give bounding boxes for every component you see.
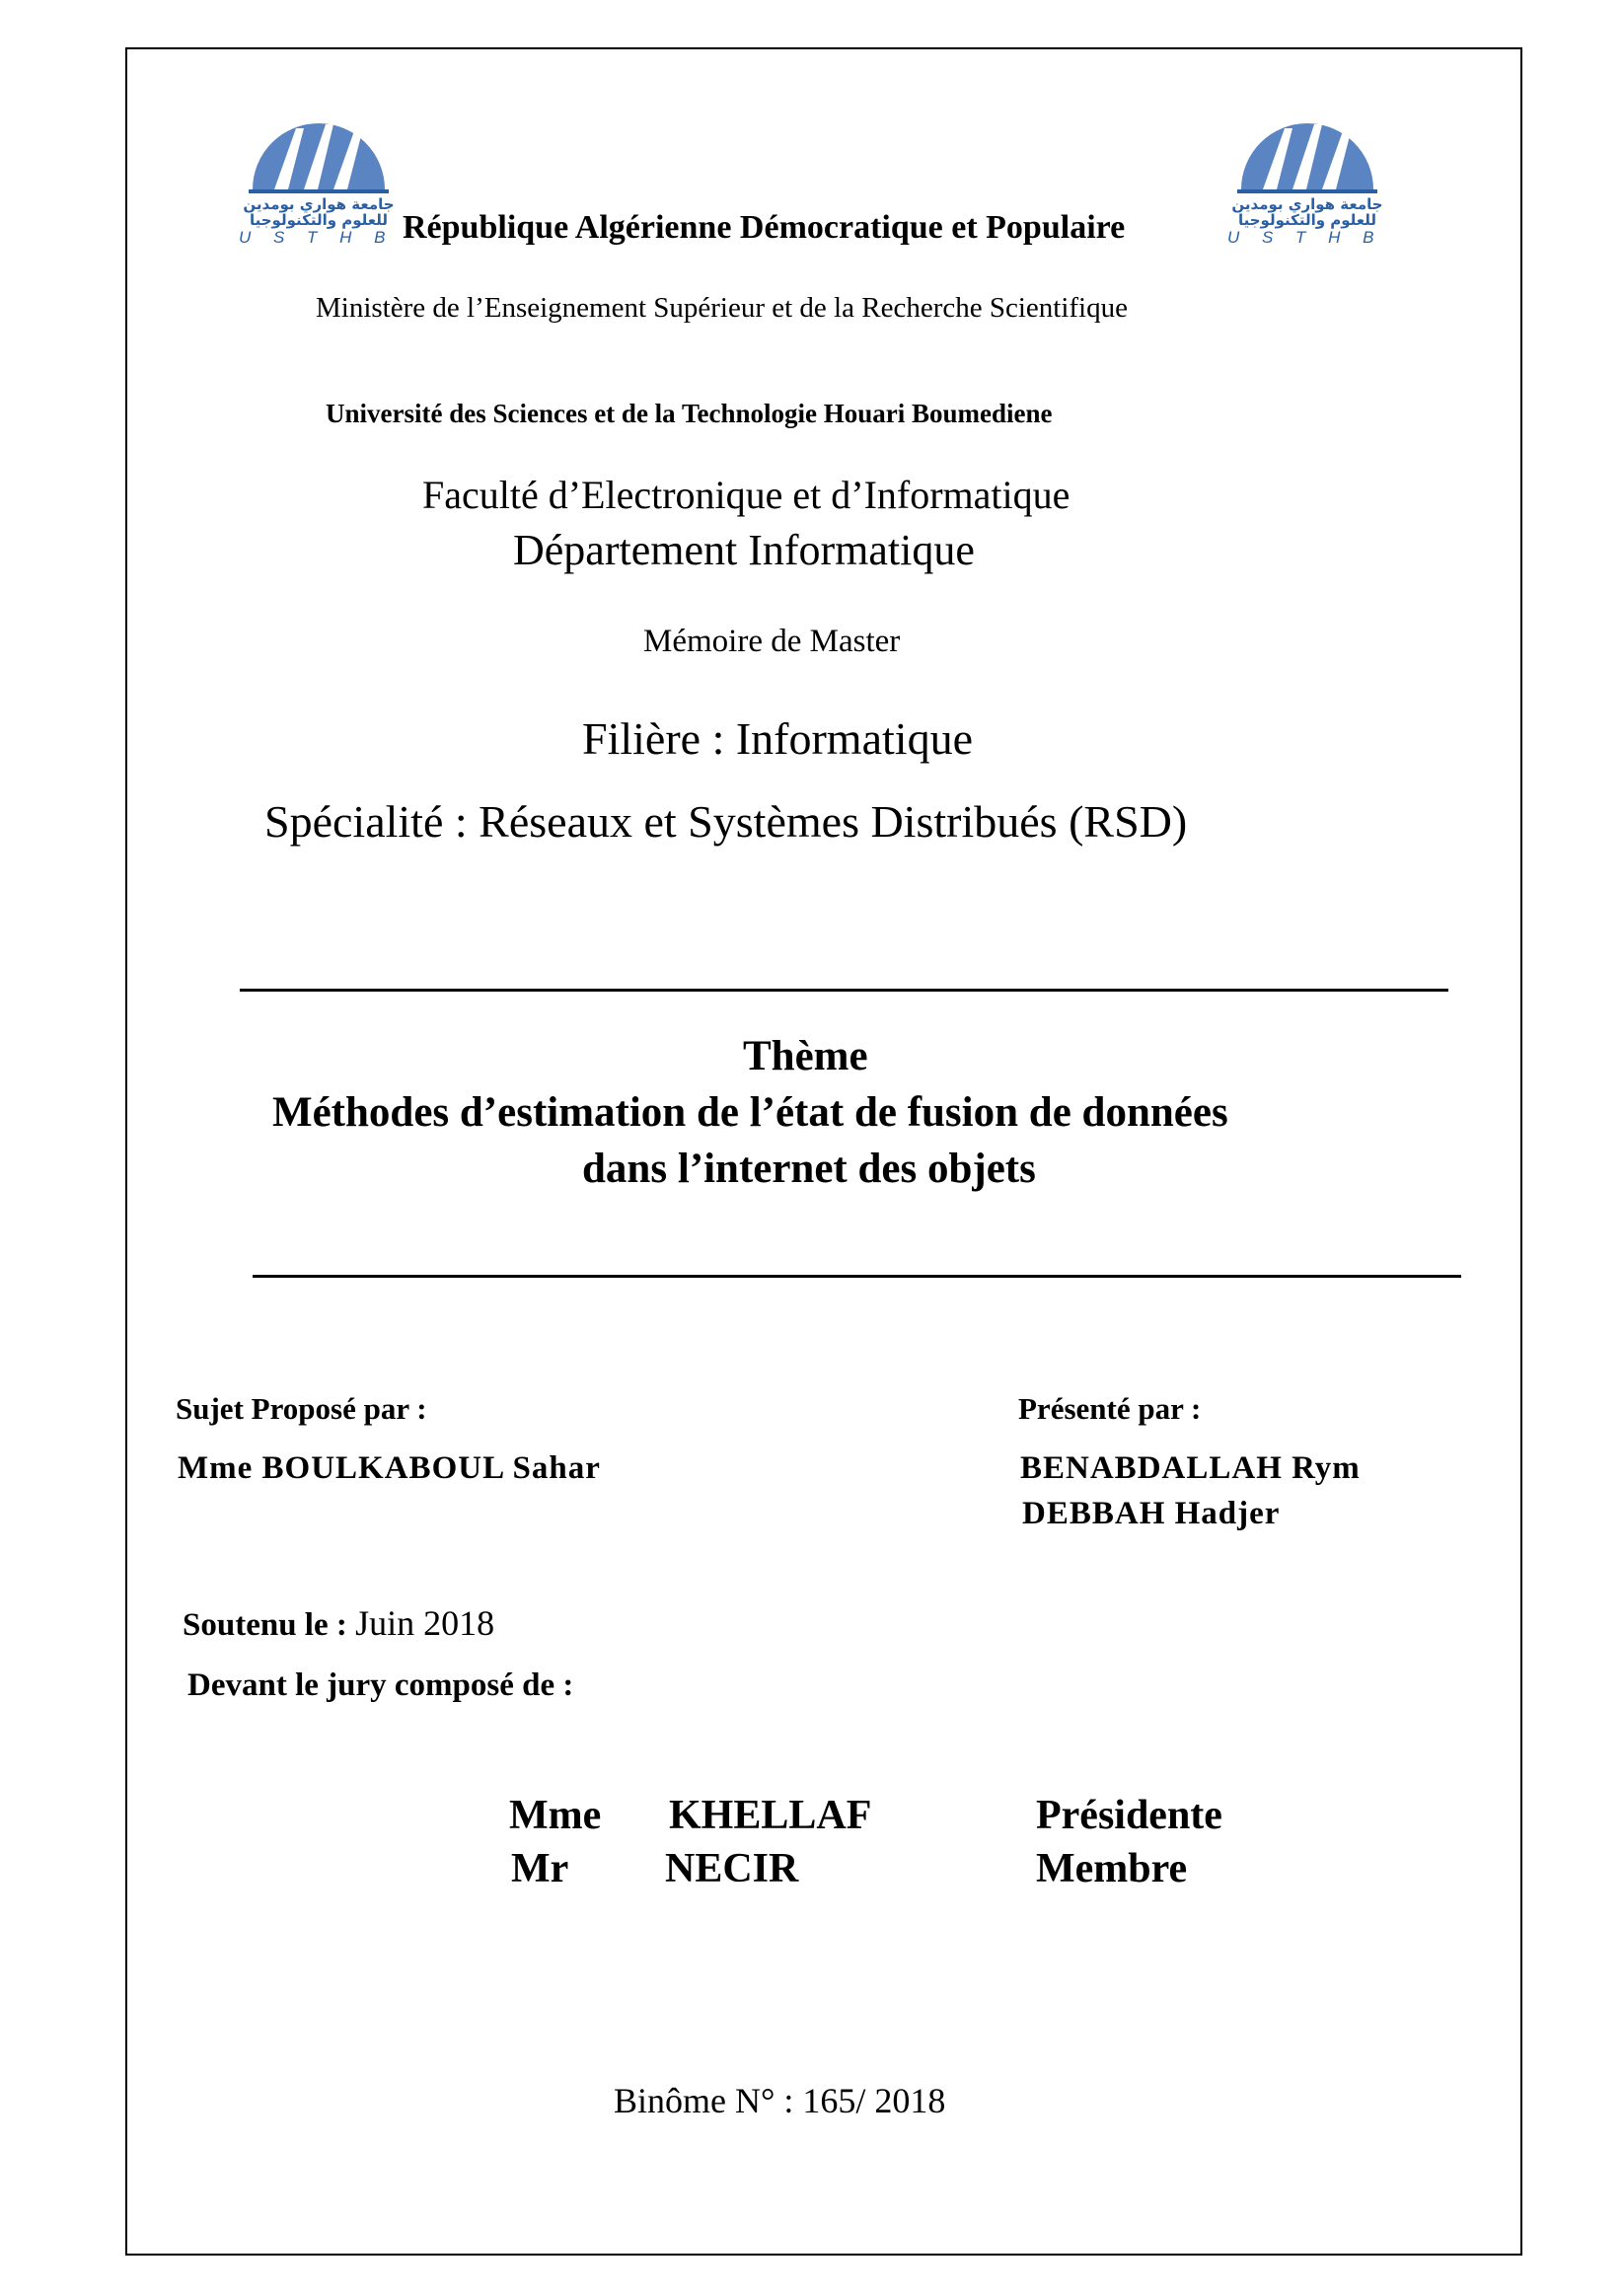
presented-label: Présenté par : (1018, 1391, 1202, 1426)
presented-name-1: BENABDALLAH Rym (1020, 1450, 1361, 1486)
proposed-label: Sujet Proposé par : (176, 1391, 427, 1426)
defense-date: Juin 2018 (355, 1603, 495, 1643)
bottom-separator-rule (253, 1275, 1461, 1278)
jury-title-1: Mme (509, 1793, 602, 1838)
memoire-type: Mémoire de Master (643, 624, 901, 659)
ministry-line: Ministère de l’Enseignement Supérieur et de la Recherche Scientifique (316, 292, 1128, 324)
defense-line (183, 1602, 494, 1644)
logo-arabic-line2: للعلوم والتكنولوجيا (249, 211, 389, 229)
proposed-name: Mme BOULKABOUL Sahar (178, 1450, 601, 1486)
jury-role-1: Présidente (1036, 1793, 1222, 1838)
jury-label: Devant le jury composé de : (187, 1667, 574, 1703)
usthb-logo-left (235, 99, 403, 247)
theme-title-line2: dans l’internet des objets (582, 1146, 1036, 1192)
top-separator-rule (240, 989, 1448, 992)
logo-latin-text: U S T H B (1227, 228, 1383, 247)
republic-title: République Algérienne Démocratique et Populaire (403, 209, 1126, 246)
filiere-line: Filière : Informatique (582, 713, 973, 764)
logo-arabic-line1: جامعة هواري بومدين (1231, 195, 1383, 213)
logo-arabic-line1: جامعة هواري بومدين (243, 195, 395, 213)
faculty-name: Faculté d’Electronique et d’Informatique (422, 473, 1070, 517)
jury-name-1: KHELLAF (669, 1793, 872, 1838)
specialite-line: Spécialité : Réseaux et Systèmes Distribués (RSD) (264, 796, 1188, 847)
binome-number: Binôme N° : 165/ 2018 (614, 2081, 946, 2120)
logo-arabic-line2: للعلوم والتكنولوجيا (1237, 211, 1377, 229)
jury-role-2: Membre (1036, 1846, 1188, 1891)
usthb-logo-right (1223, 99, 1391, 247)
theme-title-line1: Méthodes d’estimation de l’état de fusion de données (272, 1089, 1228, 1136)
jury-name-2: NECIR (665, 1846, 799, 1891)
presented-name-2: DEBBAH Hadjer (1022, 1496, 1281, 1531)
jury-title-2: Mr (511, 1846, 569, 1891)
defense-label: Soutenu le : (183, 1607, 347, 1643)
university-name: Université des Sciences et de la Technologie Houari Boumediene (326, 399, 1053, 428)
theme-label: Thème (743, 1033, 868, 1079)
department-name: Département Informatique (513, 526, 975, 574)
logo-latin-text: U S T H B (239, 228, 395, 247)
